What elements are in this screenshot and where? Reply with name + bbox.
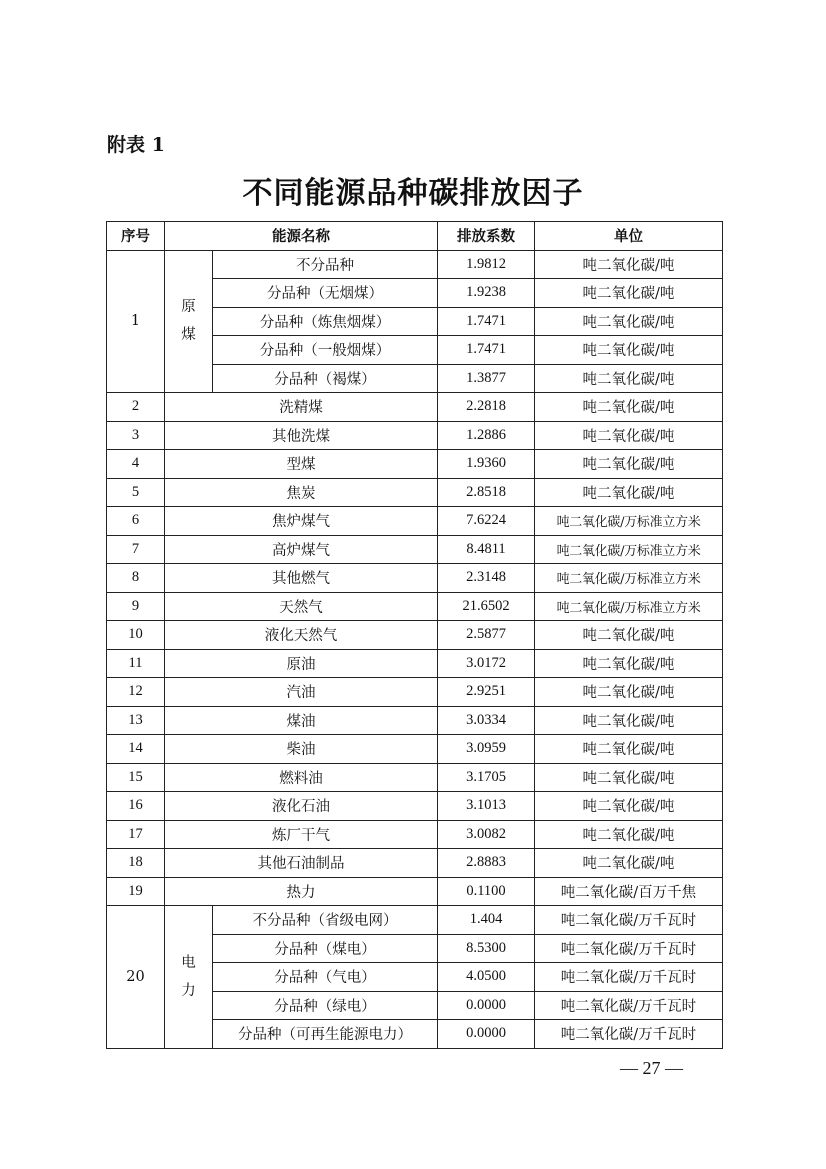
unit-cell: 吨二氧化碳/吨 (535, 421, 723, 450)
emission-factor: 3.0172 (438, 649, 535, 678)
unit-cell: 吨二氧化碳/吨 (535, 678, 723, 707)
emission-factor: 2.3148 (438, 564, 535, 593)
unit-cell: 吨二氧化碳/吨 (535, 364, 723, 393)
unit-cell: 吨二氧化碳/吨 (535, 849, 723, 878)
row-seq: 12 (107, 678, 165, 707)
unit-cell: 吨二氧化碳/万标准立方米 (535, 592, 723, 621)
unit-cell: 吨二氧化碳/吨 (535, 250, 723, 279)
page-title: 不同能源品种碳排放因子 (242, 176, 584, 211)
table-row (107, 535, 723, 564)
energy-name: 分品种（气电） (213, 963, 438, 992)
energy-name: 柴油 (165, 735, 438, 764)
emission-factor: 8.4811 (438, 535, 535, 564)
emission-factor: 1.3877 (438, 364, 535, 393)
row-seq: 17 (107, 820, 165, 849)
energy-name: 不分品种（省级电网） (213, 906, 438, 935)
table-row (107, 792, 723, 821)
energy-name: 分品种（褐煤） (213, 364, 438, 393)
table-row (107, 763, 723, 792)
table-row (107, 706, 723, 735)
table-row (107, 592, 723, 621)
table-row (107, 649, 723, 678)
energy-name: 焦炉煤气 (165, 507, 438, 536)
table-row (107, 421, 723, 450)
category-cell: 原 煤 (165, 250, 213, 393)
row-seq: 14 (107, 735, 165, 764)
table-row (107, 478, 723, 507)
emission-factor: 0.1100 (438, 877, 535, 906)
emission-factor: 3.1705 (438, 763, 535, 792)
emission-factor: 4.0500 (438, 963, 535, 992)
unit-cell: 吨二氧化碳/吨 (535, 649, 723, 678)
row-seq: 15 (107, 763, 165, 792)
unit-cell: 吨二氧化碳/万千瓦时 (535, 1020, 723, 1049)
row-seq: 18 (107, 849, 165, 878)
energy-name: 型煤 (165, 450, 438, 479)
unit-cell: 吨二氧化碳/吨 (535, 763, 723, 792)
appendix-label: 附表 1 (107, 134, 165, 156)
unit-cell: 吨二氧化碳/万千瓦时 (535, 934, 723, 963)
energy-name: 焦炭 (165, 478, 438, 507)
row-seq: 4 (107, 450, 165, 479)
energy-name: 洗精煤 (165, 393, 438, 422)
energy-name: 其他石油制品 (165, 849, 438, 878)
energy-name: 天然气 (165, 592, 438, 621)
emission-factor: 3.0959 (438, 735, 535, 764)
unit-cell: 吨二氧化碳/万千瓦时 (535, 963, 723, 992)
emission-factor: 0.0000 (438, 1020, 535, 1049)
emission-factor: 1.7471 (438, 336, 535, 365)
row-seq: 6 (107, 507, 165, 536)
table-row (107, 849, 723, 878)
emission-factor: 2.2818 (438, 393, 535, 422)
row-seq: 19 (107, 877, 165, 906)
energy-name: 液化石油 (165, 792, 438, 821)
category-cell: 电 力 (165, 906, 213, 1049)
energy-name: 炼厂干气 (165, 820, 438, 849)
unit-cell: 吨二氧化碳/吨 (535, 393, 723, 422)
unit-cell: 吨二氧化碳/万标准立方米 (535, 564, 723, 593)
emission-factor: 1.404 (438, 906, 535, 935)
emission-factor: 2.5877 (438, 621, 535, 650)
table-row (107, 564, 723, 593)
header-name: 能源名称 (165, 222, 438, 251)
emission-factor: 1.9812 (438, 250, 535, 279)
table-row (107, 393, 723, 422)
row-seq: 1 (107, 250, 165, 393)
row-seq: 9 (107, 592, 165, 621)
energy-name: 汽油 (165, 678, 438, 707)
energy-name: 其他洗煤 (165, 421, 438, 450)
emission-factor: 8.5300 (438, 934, 535, 963)
emission-factor: 2.9251 (438, 678, 535, 707)
unit-cell: 吨二氧化碳/吨 (535, 621, 723, 650)
table-row (107, 735, 723, 764)
energy-name: 分品种（无烟煤） (213, 279, 438, 308)
energy-name: 燃料油 (165, 763, 438, 792)
energy-name: 不分品种 (213, 250, 438, 279)
emission-factor: 7.6224 (438, 507, 535, 536)
unit-cell: 吨二氧化碳/万千瓦时 (535, 906, 723, 935)
row-seq: 7 (107, 535, 165, 564)
energy-name: 分品种（可再生能源电力） (213, 1020, 438, 1049)
table-row (107, 250, 723, 279)
row-seq: 10 (107, 621, 165, 650)
row-seq: 5 (107, 478, 165, 507)
row-seq: 2 (107, 393, 165, 422)
energy-name: 液化天然气 (165, 621, 438, 650)
emission-factor: 3.0334 (438, 706, 535, 735)
page-number: — 27 — (620, 1058, 683, 1078)
unit-cell: 吨二氧化碳/吨 (535, 336, 723, 365)
table-row (107, 906, 723, 935)
unit-cell: 吨二氧化碳/百万千焦 (535, 877, 723, 906)
energy-name: 分品种（绿电） (213, 991, 438, 1020)
emission-factor: 3.1013 (438, 792, 535, 821)
emission-factor: 21.6502 (438, 592, 535, 621)
header-unit: 单位 (535, 222, 723, 251)
emission-factor: 0.0000 (438, 991, 535, 1020)
unit-cell: 吨二氧化碳/万标准立方米 (535, 535, 723, 564)
unit-cell: 吨二氧化碳/吨 (535, 307, 723, 336)
energy-name: 分品种（炼焦烟煤） (213, 307, 438, 336)
emission-factor: 2.8883 (438, 849, 535, 878)
energy-name: 煤油 (165, 706, 438, 735)
unit-cell: 吨二氧化碳/万标准立方米 (535, 507, 723, 536)
table-row (107, 450, 723, 479)
unit-cell: 吨二氧化碳/吨 (535, 279, 723, 308)
emission-factor: 2.8518 (438, 478, 535, 507)
emission-factor: 3.0082 (438, 820, 535, 849)
unit-cell: 吨二氧化碳/吨 (535, 450, 723, 479)
table-header-row (107, 222, 723, 251)
table-row (107, 621, 723, 650)
header-factor: 排放系数 (438, 222, 535, 251)
unit-cell: 吨二氧化碳/吨 (535, 820, 723, 849)
row-seq: 8 (107, 564, 165, 593)
unit-cell: 吨二氧化碳/吨 (535, 706, 723, 735)
emission-factor-table (106, 221, 723, 1049)
row-seq: 20 (107, 906, 165, 1049)
table-row (107, 507, 723, 536)
table-row (107, 678, 723, 707)
header-seq: 序号 (107, 222, 165, 251)
energy-name: 分品种（一般烟煤） (213, 336, 438, 365)
row-seq: 3 (107, 421, 165, 450)
energy-name: 原油 (165, 649, 438, 678)
emission-factor: 1.2886 (438, 421, 535, 450)
emission-factor: 1.9360 (438, 450, 535, 479)
unit-cell: 吨二氧化碳/吨 (535, 478, 723, 507)
row-seq: 16 (107, 792, 165, 821)
unit-cell: 吨二氧化碳/万千瓦时 (535, 991, 723, 1020)
table-row (107, 820, 723, 849)
unit-cell: 吨二氧化碳/吨 (535, 792, 723, 821)
unit-cell: 吨二氧化碳/吨 (535, 735, 723, 764)
table-row (107, 877, 723, 906)
emission-factor: 1.7471 (438, 307, 535, 336)
energy-name: 热力 (165, 877, 438, 906)
emission-factor: 1.9238 (438, 279, 535, 308)
row-seq: 13 (107, 706, 165, 735)
energy-name: 分品种（煤电） (213, 934, 438, 963)
row-seq: 11 (107, 649, 165, 678)
energy-name: 其他燃气 (165, 564, 438, 593)
energy-name: 高炉煤气 (165, 535, 438, 564)
